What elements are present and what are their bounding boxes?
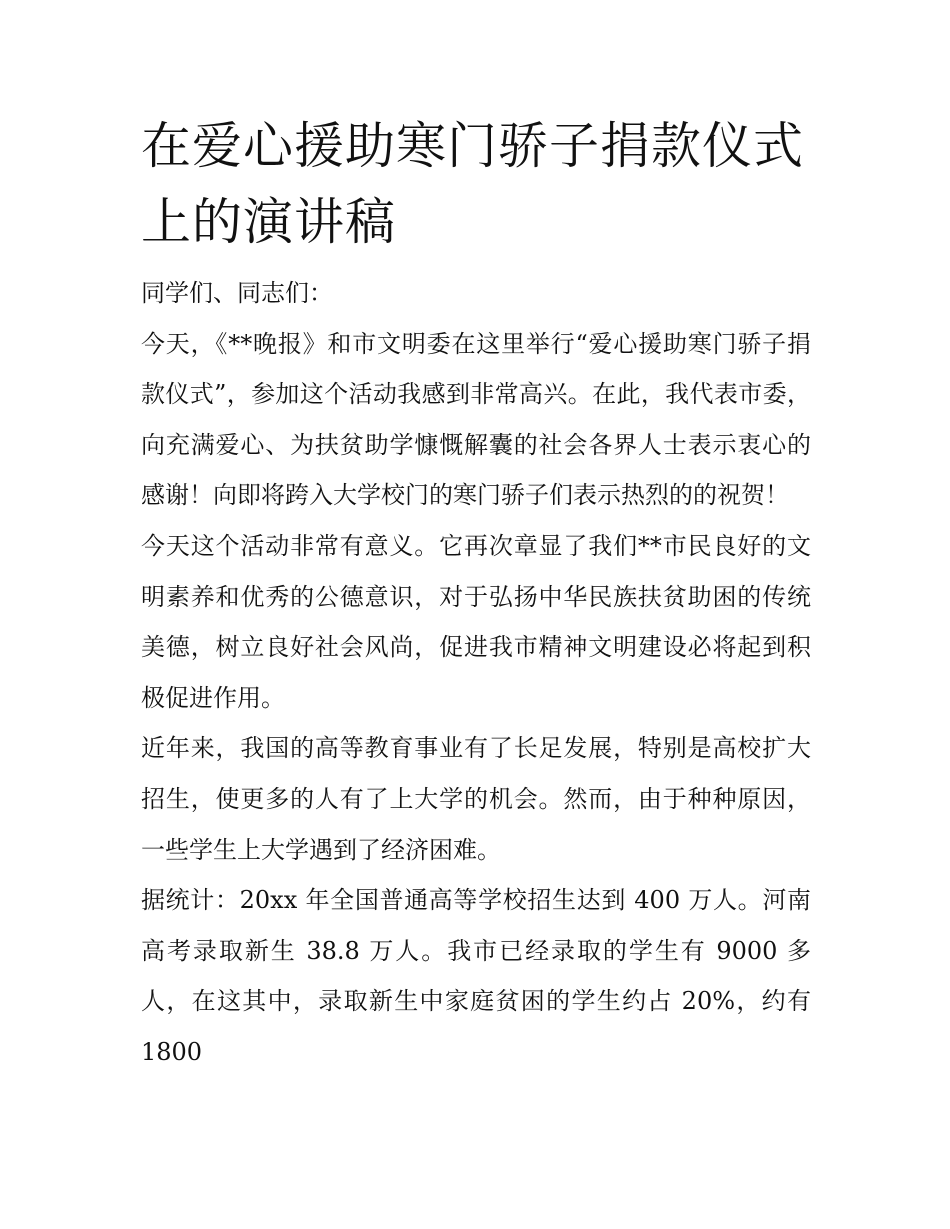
paragraph-statistics: 据统计：20xx 年全国普通高等学校招生达到 400 万人。河南高考录取新生 38.8 万人。我市已经录取的学生有 9000 多人，在这其中，录取新生中家庭贫困的学生约占 20%，约有 1800 bbox=[141, 886, 811, 1066]
paragraph-greeting: 同学们、同志们： bbox=[141, 279, 333, 307]
document-page bbox=[141, 108, 811, 1078]
paragraph-opening: 今天，《**晚报》和市文明委在这里举行“爱心援助寒门骄子捐款仪式”，参加这个活动我感到非常高兴。在此，我代表市委，向充满爱心、为扶贫助学慷慨解囊的社会各界人士表示衷心的感谢！向即将跨入大学校门的寒门骄子们表示热烈的的祝贺！ bbox=[141, 329, 811, 510]
paragraph-background: 近年来，我国的高等教育事业有了长足发展，特别是高校扩大招生，使更多的人有了上大学的机会。然而，由于种种原因，一些学生上大学遇到了经济困难。 bbox=[141, 734, 811, 864]
document-body bbox=[141, 268, 811, 1078]
paragraph-significance: 今天这个活动非常有意义。它再次章显了我们**市民良好的文明素养和优秀的公德意识，对于弘扬中华民族扶贫助困的传统美德，树立良好社会风尚，促进我市精神文明建设必将起到积极促进作用。 bbox=[141, 531, 811, 712]
document-title: 在爱心援助寒门骄子捐款仪式上的演讲稿 bbox=[141, 117, 804, 251]
